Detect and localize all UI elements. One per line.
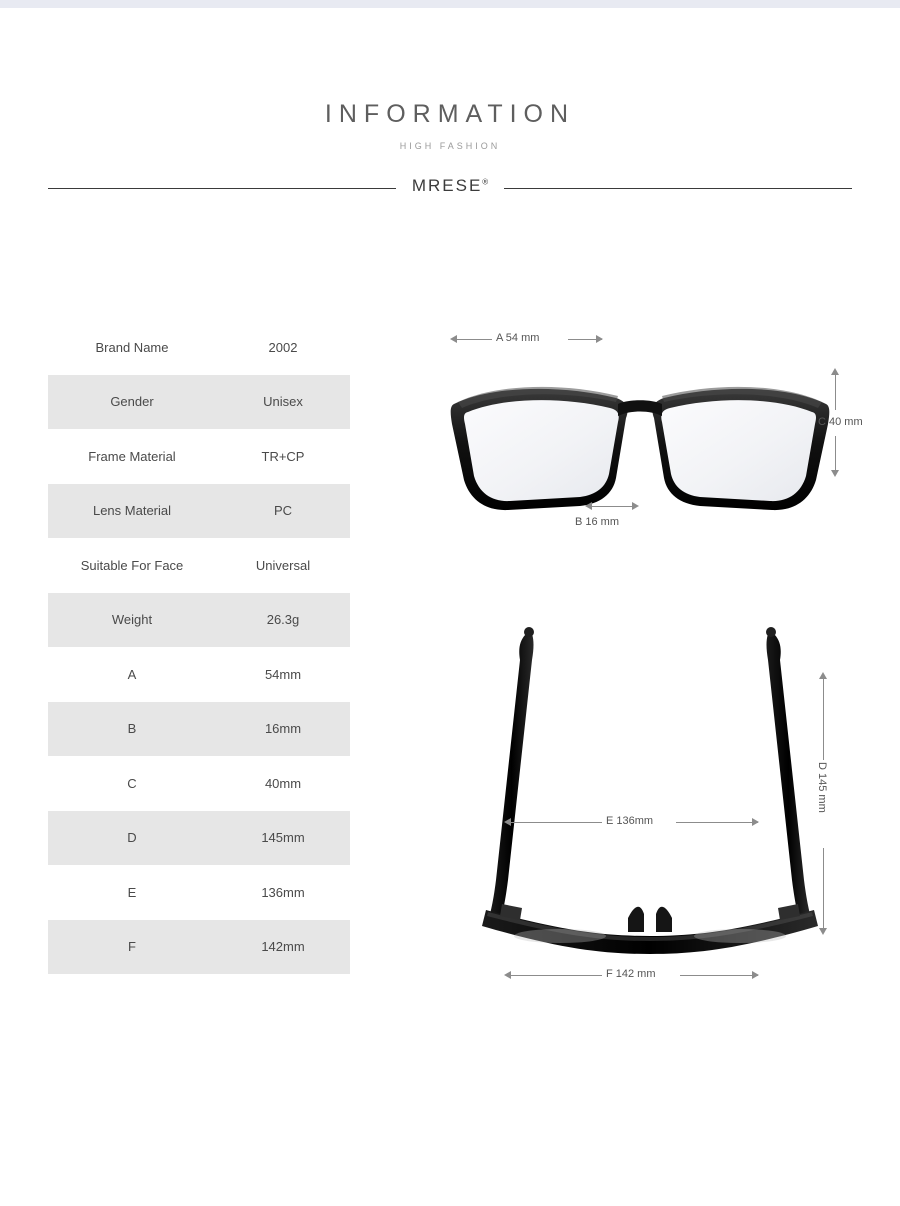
table-row [48, 865, 350, 920]
table-row [48, 702, 350, 757]
dimension-arrow-right-f [752, 971, 759, 979]
dimension-line-c-top [835, 374, 836, 410]
spec-value: 16mm [216, 702, 350, 757]
spec-value: 142mm [216, 920, 350, 975]
dimension-label-e: E 136mm [606, 815, 654, 827]
spec-key: A [48, 647, 216, 702]
spec-key: D [48, 811, 216, 866]
table-row [48, 756, 350, 811]
table-row [48, 375, 350, 430]
table-row [48, 811, 350, 866]
spec-value: 54mm [216, 647, 350, 702]
registered-mark-icon: ® [482, 177, 489, 187]
spec-value: 145mm [216, 811, 350, 866]
top-color-strip [0, 0, 900, 8]
table-row [48, 429, 350, 484]
spec-key: B [48, 702, 216, 757]
spec-key: F [48, 920, 216, 975]
spec-value: Universal [216, 538, 350, 593]
dimension-label-c: C 40 mm [818, 416, 863, 428]
dimension-line-d-bottom [823, 848, 824, 930]
spec-key: Weight [48, 593, 216, 648]
front-view-diagram [420, 330, 880, 560]
spec-value: TR+CP [216, 429, 350, 484]
table-row [48, 538, 350, 593]
dimension-label-f: F 142 mm [606, 968, 656, 980]
dimension-line-e-left [510, 822, 602, 823]
eyeglasses-front-illustration [430, 352, 850, 562]
dimension-line-e-right [676, 822, 758, 823]
spec-key: Suitable For Face [48, 538, 216, 593]
spec-key: E [48, 865, 216, 920]
eyeglasses-top-illustration [440, 618, 860, 963]
brand-logo-m: M [411, 176, 428, 195]
table-row [48, 647, 350, 702]
table-row [48, 920, 350, 975]
table-row [48, 320, 350, 375]
table-row [48, 484, 350, 539]
dimension-line-a-left [456, 339, 492, 340]
dimension-label-b: B 16 mm [575, 516, 620, 528]
page-subtitle: HIGH FASHION [399, 141, 501, 151]
specification-table-body [48, 320, 350, 974]
spec-key: Frame Material [48, 429, 216, 484]
spec-value: 2002 [216, 320, 350, 375]
top-view-diagram [420, 610, 880, 1010]
dimension-line-d-top [823, 678, 824, 760]
spec-value: Unisex [216, 375, 350, 430]
dimension-line-c-bottom [835, 436, 836, 472]
dimension-arrow-right-e [752, 818, 759, 826]
dimension-arrow-down-d [819, 928, 827, 935]
dimension-label-a: A 54 mm [496, 332, 540, 344]
brand-logo-rest: RESE [427, 176, 483, 195]
spec-value: 136mm [216, 865, 350, 920]
spec-value: PC [216, 484, 350, 539]
spec-key: Gender [48, 375, 216, 430]
brand-logo [396, 176, 504, 196]
dimension-line-f-left [510, 975, 602, 976]
spec-key: Brand Name [48, 320, 216, 375]
dimension-label-d: D 145 mm [816, 762, 828, 813]
brand-logo-wrap [0, 176, 900, 196]
dimension-arrow-down-c [831, 470, 839, 477]
dimension-line-b [591, 506, 637, 507]
dimension-arrow-right-a [596, 335, 603, 343]
specification-table [48, 320, 350, 974]
table-row [48, 593, 350, 648]
spec-key: C [48, 756, 216, 811]
page-header [0, 100, 900, 151]
spec-value: 40mm [216, 756, 350, 811]
spec-key: Lens Material [48, 484, 216, 539]
dimension-arrow-right-b [632, 502, 639, 510]
dimension-line-f-right [680, 975, 758, 976]
spec-value: 26.3g [216, 593, 350, 648]
page-title: INFORMATION [324, 100, 576, 128]
